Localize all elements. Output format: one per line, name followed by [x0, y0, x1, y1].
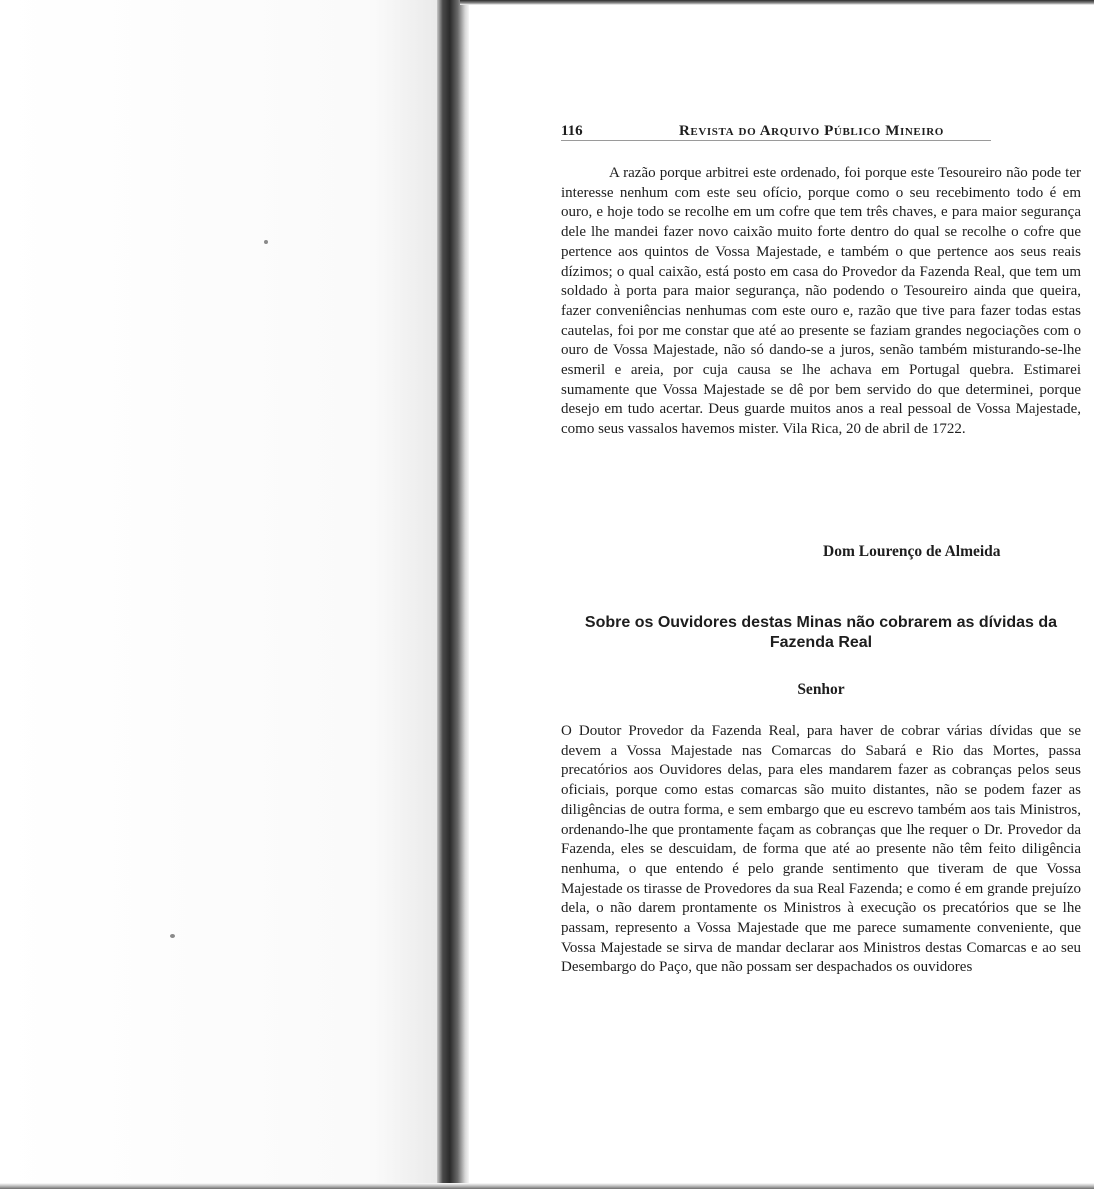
running-title: Revista do Arquivo Público Mineiro: [679, 123, 944, 139]
paper-speck: [264, 240, 268, 244]
page-number: 116: [561, 123, 583, 139]
page-header: [561, 120, 991, 141]
paper-speck: [170, 934, 175, 938]
letter-paragraph: O Doutor Provedor da Fazenda Real, para haver de cobrar várias dívidas que se devem a Vossa Majestade nas Comarcas do Sabará e Rio das Mortes, passa precatórios aos Ouvidores delas, para eles mandarem fazer as cobranças pelos seus oficiais, porque como estas comarcas são muito distantes, não se podem fazer as diligências de outra forma, e sem embargo que eu escrevo também aos tais Ministros, ordenando-lhe que prontamente façam as cobranças que lhe requer o Dr. Provedor da Fazenda, eles se descuidam, de forma que até ao presente não têm feito diligência nenhuma, o que entendo é pelo grande sentimento que tiveram de que Vossa Majestade os tirasse de Provedores da sua Real Fazenda; e como é em grande prejuízo dela, o não darem prontamente os Ministros à execução os precatórios que se lhe passam, represento a Vossa Majestade que me parece sumamente conveniente, que Vossa Majestade se sirva de mandar declarar aos Ministros destas Comarcas e ao seu Desembargo do Paço, que não possam ser despachados os ouvidores: [561, 723, 1081, 976]
letter-paragraph: A razão porque arbitrei este ordenado, foi porque este Tesoureiro não pode ter interesse nenhum com este seu ofício, porque como o seu recebimento todo é em ouro, e hoje todo se recolhe em um cofre que tem três chaves, e para maior segurança dele lhe mandei fazer novo caixão muito forte dentro do qual se recolhe o cofre que pertence aos quintos de Vossa Majestade, e também o que pertence aos seus reais dízimos; o qual caixão, está posto em casa do Provedor da Fazenda Real, que tem um soldado à porta para maior segurança, não podendo o Tesoureiro ainda que queira, fazer conveniências nenhumas com este ouro e, razão que tive para fazer todas estas cautelas, foi por me constar que até ao presente se faziam grandes negociações com o ouro de Vossa Majestade, não só dando-se a juros, senão também misturando-se-lhe esmeril e areia, por cuja causa se lhe achava em Portugal quebra. Estimarei sumamente que Vossa Majestade se dê por bem servido do que determinei, porque desejo em tudo acertar. Deus guarde muitos anos a real pessoal de Vossa Majestade, como seus vassalos havemos mister. Vila Rica, 20 de abril de 1722.: [561, 165, 1081, 438]
section-title: Sobre os Ouvidores destas Minas não cobrarem as dívidas da Fazenda Real: [584, 614, 1058, 651]
page-top-edge: [460, 0, 1094, 5]
salutation: Senhor: [797, 681, 845, 698]
book-spine-gutter: [437, 0, 469, 1189]
signature: Dom Lourenço de Almeida: [823, 543, 1001, 560]
blank-left-page: [0, 0, 440, 1189]
page-bottom-edge: [0, 1183, 1094, 1189]
